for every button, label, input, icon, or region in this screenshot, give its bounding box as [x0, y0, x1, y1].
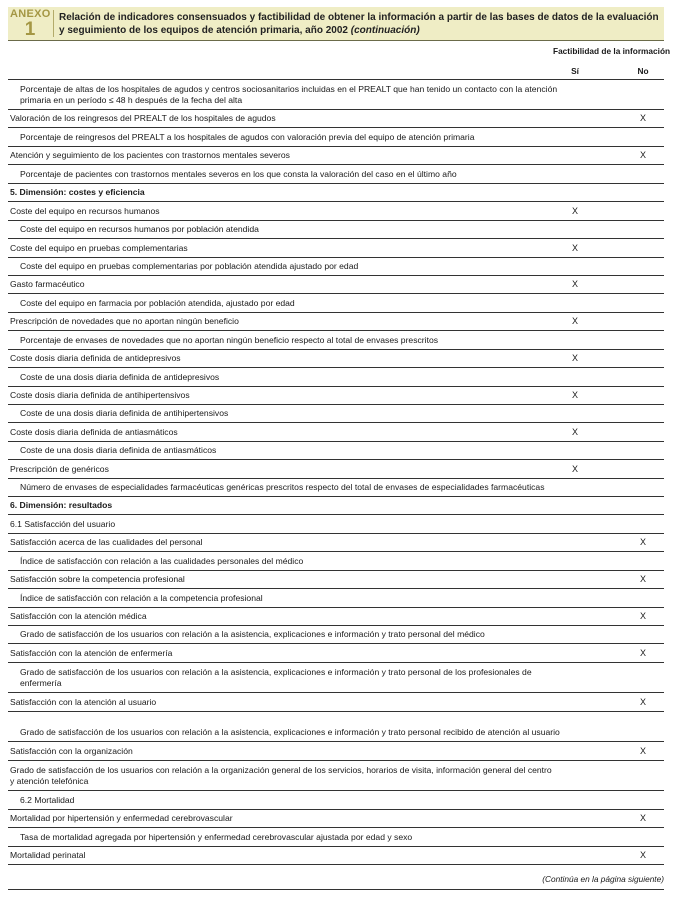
- feasibility-no-mark: X: [639, 746, 646, 756]
- feasibility-no-mark: X: [639, 697, 646, 707]
- feasibility-no-mark: X: [639, 813, 646, 823]
- indicator-text: Coste de una dosis diaria definida de antidepresivos: [20, 372, 220, 382]
- feasibility-si-mark: X: [571, 279, 578, 289]
- column-header-no: No: [637, 66, 649, 76]
- indicator-text: Índice de satisfacción con relación a la competencia profesional: [20, 593, 263, 603]
- table-row: [8, 847, 664, 865]
- indicator-text: 6.2 Mortalidad: [20, 795, 75, 805]
- table-row: [8, 368, 664, 387]
- table-row: [8, 534, 664, 552]
- feasibility-si-mark: X: [571, 206, 578, 216]
- indicator-text: Coste del equipo en recursos humanos: [10, 206, 160, 216]
- indicator-text: 6.1 Satisfacción del usuario: [10, 519, 116, 529]
- feasibility-no-mark: X: [639, 648, 646, 658]
- table-row: [8, 810, 664, 828]
- table-row: [8, 608, 664, 626]
- table-row: [8, 350, 664, 368]
- table-row: [8, 239, 664, 258]
- indicator-text: Grado de satisfacción de los usuarios con relación a la organización general de los servicios, horarios de visita, información general del centro y atención telefónica: [10, 765, 552, 786]
- table-row: [8, 828, 664, 847]
- indicator-text: Grado de satisfacción de los usuarios con relación a la asistencia, explicaciones e información y trato personal de los profesionales de enfermería: [20, 667, 532, 688]
- table-row: [8, 663, 664, 693]
- table-bottom-rule: [8, 889, 664, 890]
- table-row: [8, 80, 664, 110]
- feasibility-si-mark: X: [571, 464, 578, 474]
- indicator-text: Grado de satisfacción de los usuarios con relación a la asistencia, explicaciones e información y trato personal recibido de atención al usuario: [20, 727, 560, 737]
- feasibility-no-mark: X: [639, 611, 646, 621]
- indicator-text: Porcentaje de reingresos del PREALT a los hospitales de agudos con valoración previa del equipo de atención primaria: [20, 132, 475, 142]
- feasibility-si-mark: X: [571, 316, 578, 326]
- table-title-text: Relación de indicadores consensuados y factibilidad de obtener la información a partir de las bases de datos de la evaluación y seguimiento de los equipos de atención primaria, año 2002: [59, 12, 659, 36]
- indicator-text: Coste dosis diaria definida de antidepresivos: [10, 353, 181, 363]
- indicator-text: Satisfacción con la organización: [10, 746, 133, 756]
- section-heading-row: [8, 184, 664, 202]
- indicator-text: Satisfacción con la atención de enfermería: [10, 648, 173, 658]
- table-row: [8, 761, 664, 791]
- indicator-text: Coste de una dosis diaria definida de antiasmáticos: [20, 445, 217, 455]
- annex-number: 1: [24, 19, 36, 40]
- table-row: [8, 221, 664, 239]
- indicator-text: Grado de satisfacción de los usuarios con relación a la asistencia, explicaciones e información y trato personal del médico: [20, 629, 485, 639]
- indicator-text: Porcentaje de altas de los hospitales de agudos y centros sociosanitarios incluidas en el PREALT que han tenido un contacto con la atención primaria en un período ≤ 48 h después de la fecha del alta: [20, 84, 558, 105]
- table-row: [8, 712, 664, 742]
- table-row: [8, 515, 664, 534]
- indicator-text: Coste de una dosis diaria definida de antihipertensivos: [20, 408, 229, 418]
- table-row: [8, 110, 664, 128]
- feasibility-no-mark: X: [639, 113, 646, 123]
- table-row: [8, 276, 664, 294]
- section-heading-row: [8, 497, 664, 515]
- indicator-text: Coste del equipo en recursos humanos por población atendida: [20, 224, 259, 234]
- table-row: [8, 165, 664, 184]
- table-row: [8, 331, 664, 350]
- indicator-text: Porcentaje de envases de novedades que no aportan ningún beneficio respecto al total de envases prescritos: [20, 335, 439, 345]
- table-row: [8, 423, 664, 442]
- table-title-continuation: (continuación): [350, 25, 420, 36]
- table-row: [8, 626, 664, 644]
- table-title: [59, 11, 659, 37]
- indicator-text: Prescripción de genéricos: [10, 464, 109, 474]
- table-row: [8, 128, 664, 147]
- table-row: [8, 294, 664, 313]
- indicator-text: 6. Dimensión: resultados: [10, 500, 113, 510]
- indicator-text: 5. Dimensión: costes y eficiencia: [10, 187, 145, 197]
- table-row: [8, 460, 664, 479]
- feasibility-si-mark: X: [571, 390, 578, 400]
- table-row: [8, 479, 664, 497]
- indicator-text: Tasa de mortalidad agregada por hipertensión y enfermedad cerebrovascular ajustada por edad y sexo: [20, 832, 413, 842]
- indicator-table: [8, 80, 664, 865]
- indicator-text: Porcentaje de pacientes con trastornos mentales severos en los que consta la valoración del caso en el último año: [20, 169, 457, 179]
- table-row: [8, 791, 664, 810]
- table-row: [8, 442, 664, 460]
- indicator-text: Coste del equipo en farmacia por población atendida, ajustado por edad: [20, 298, 295, 308]
- indicator-text: Satisfacción con la atención médica: [10, 611, 147, 621]
- feasibility-column-group: Factibilidad de la información: [553, 46, 671, 56]
- table-row: [8, 571, 664, 589]
- table-row: [8, 644, 664, 663]
- indicator-text: Atención y seguimiento de los pacientes con trastornos mentales severos: [10, 150, 290, 160]
- continuation-note: (Continúa en la página siguiente): [542, 874, 664, 884]
- table-row: [8, 552, 664, 571]
- indicator-text: Satisfacción acerca de las cualidades del personal: [10, 537, 203, 547]
- feasibility-no-mark: X: [639, 574, 646, 584]
- table-row: [8, 693, 664, 712]
- table-row: [8, 202, 664, 221]
- indicator-text: Gasto farmacéutico: [10, 279, 85, 289]
- indicator-text: Mortalidad perinatal: [10, 850, 86, 860]
- table-row: [8, 147, 664, 165]
- indicator-text: Satisfacción con la atención al usuario: [10, 697, 157, 707]
- indicator-text: Número de envases de especialidades farmacéuticas genéricas prescritos respecto del total de envases de especialidades farmacéuticas: [20, 482, 545, 492]
- feasibility-si-mark: X: [571, 427, 578, 437]
- table-row: [8, 742, 664, 761]
- table-row: [8, 589, 664, 608]
- indicator-text: Mortalidad por hipertensión y enfermedad cerebrovascular: [10, 813, 233, 823]
- feasibility-si-mark: X: [571, 243, 578, 253]
- annex-label: [10, 8, 50, 39]
- table-row: [8, 313, 664, 331]
- indicator-text: Coste dosis diaria definida de antihipertensivos: [10, 390, 190, 400]
- table-row: [8, 387, 664, 405]
- indicator-text: Coste dosis diaria definida de antiasmáticos: [10, 427, 178, 437]
- table-row: [8, 405, 664, 423]
- table-row: [8, 258, 664, 276]
- feasibility-no-mark: X: [639, 537, 646, 547]
- feasibility-no-mark: X: [639, 150, 646, 160]
- annex-word: ANEXO: [10, 8, 51, 20]
- header-divider: [53, 10, 54, 37]
- indicator-text: Índice de satisfacción con relación a las cualidades personales del médico: [20, 556, 304, 566]
- column-header-si: Sí: [571, 66, 579, 76]
- indicator-text: Prescripción de novedades que no aportan ningún beneficio: [10, 316, 239, 326]
- indicator-text: Satisfacción sobre la competencia profesional: [10, 574, 185, 584]
- indicator-text: Coste del equipo en pruebas complementarias: [10, 243, 188, 253]
- indicator-text: Valoración de los reingresos del PREALT de los hospitales de agudos: [10, 113, 276, 123]
- indicator-text: Coste del equipo en pruebas complementarias por población atendida ajustado por edad: [20, 261, 359, 271]
- feasibility-si-mark: X: [571, 353, 578, 363]
- feasibility-no-mark: X: [639, 850, 646, 860]
- annex-header: [8, 7, 664, 41]
